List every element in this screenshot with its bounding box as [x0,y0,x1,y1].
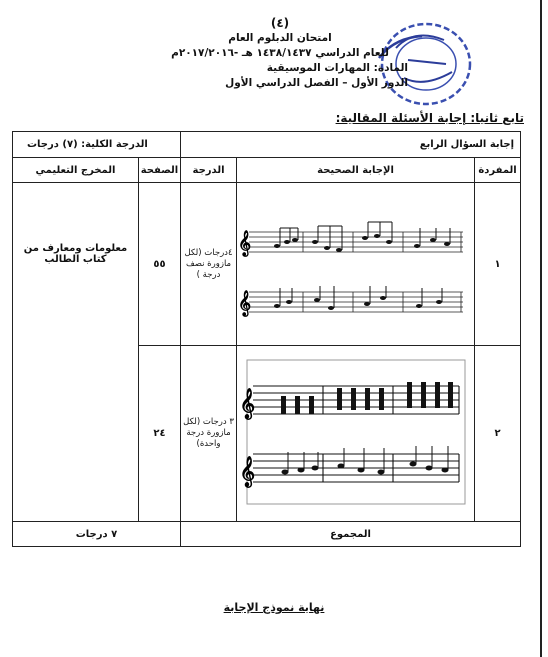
staff-notation-1 [237,188,469,338]
row-outcome: معلومات ومعارف من كتاب الطالب [13,183,139,522]
question-row [13,132,521,158]
music-notation-answer-1 [237,183,475,346]
total-value: ٧ درجات [13,522,181,547]
total-grade: الدرجة الكلية: (٧) درجات [13,132,181,158]
column-header-page: الصفحة [139,158,181,183]
exam-header [150,16,410,91]
page-number: (٤) [270,16,290,30]
session: الدور الأول – الفصل الدراسي الأول [225,77,408,89]
section-title: تابع ثانيا: إجابة الأسئلة المقالية: [335,111,524,125]
question-label: إجابة السؤال الرابع [181,132,521,158]
page-edge [540,0,542,657]
row-page: ٥٥ [139,183,181,346]
row-grade: ٣ درجات (لكل مازورة درجة واحدة) [181,346,237,522]
row-page: ٢٤ [139,346,181,522]
svg-text:𝄞: 𝄞 [237,290,251,316]
exam-title: امتحان الدبلوم العام [228,32,332,44]
table-header-row [13,158,521,183]
end-of-answer-model: نهاية نموذج الإجابة [223,601,325,614]
svg-text:𝄞: 𝄞 [239,457,255,487]
subject: المادة: المهارات الموسيقية [266,62,408,74]
svg-text:𝄞: 𝄞 [239,389,255,419]
table-row [13,183,521,346]
row-grade: ٤درجات (لكل مازورة نصف درجة ) [181,183,237,346]
svg-text:𝄞: 𝄞 [237,230,251,256]
staff-notation-2 [239,352,469,512]
academic-year: للعام الدراسي ١٤٣٨/١٤٣٧ هـ -٢٠١٧/٢٠١٦م [171,47,389,59]
music-notation-answer-2 [237,346,475,522]
row-item-number: ٢ [475,346,521,522]
row-item-number: ١ [475,183,521,346]
total-label: المجموع [181,522,521,547]
total-row [13,522,521,547]
column-header-item: المفردة [475,158,521,183]
column-header-outcome: المخرج التعليمي [13,158,139,183]
column-header-answer: الإجابة الصحيحة [237,158,475,183]
column-header-grade: الدرجة [181,158,237,183]
answer-table [12,131,521,547]
